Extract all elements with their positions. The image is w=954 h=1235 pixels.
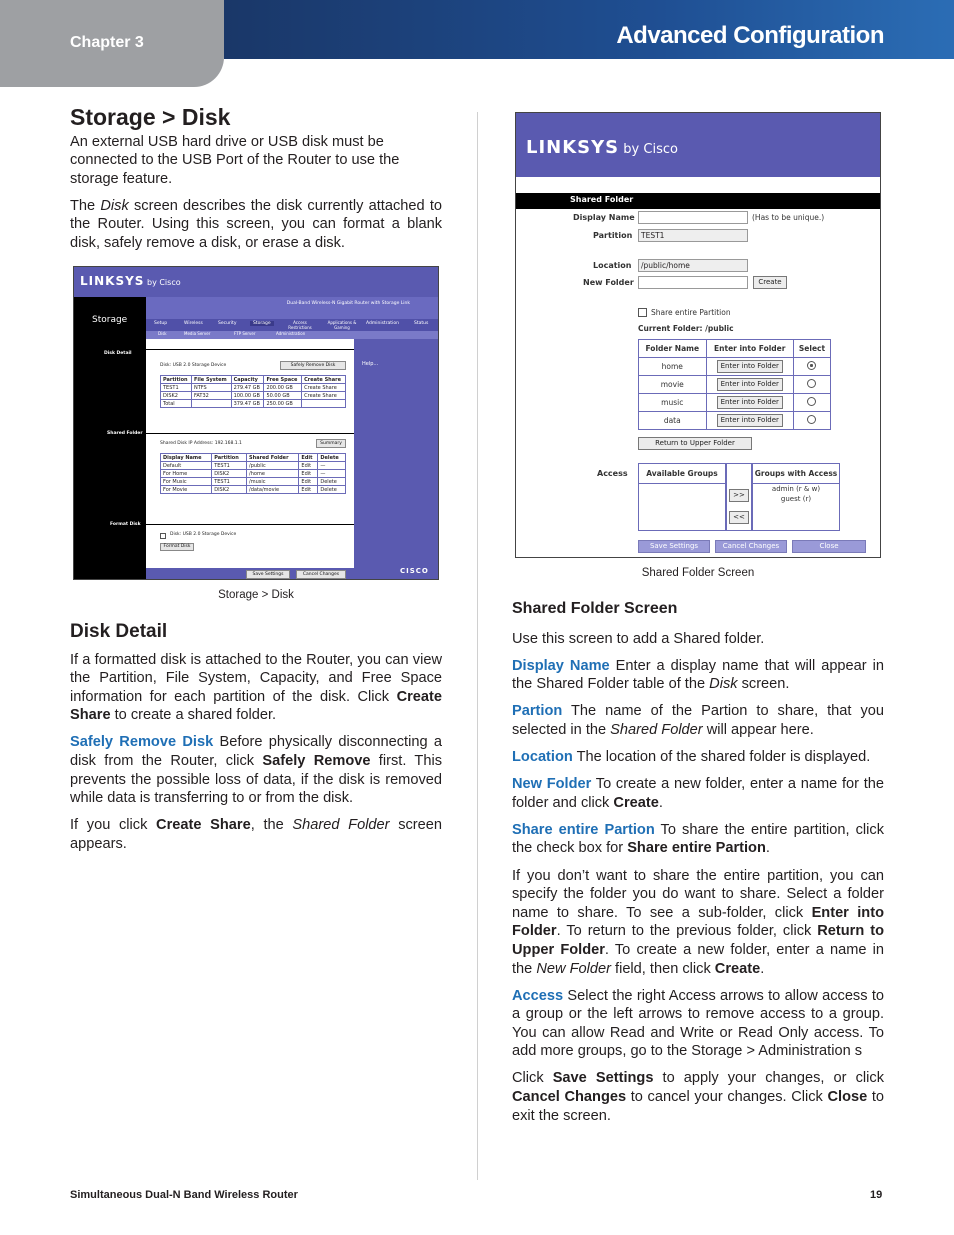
footer-product: Simultaneous Dual-N Band Wireless Router: [70, 1189, 298, 1201]
table-row: Total 379.47 GB 250.00 GB: [161, 400, 346, 408]
section-label: Shared Folder: [570, 195, 634, 204]
disk-detail-title: Disk Detail: [70, 621, 168, 642]
left-nav-black: [74, 297, 146, 580]
help-panel: [354, 339, 439, 580]
available-groups-list[interactable]: [638, 463, 726, 531]
select-radio[interactable]: [807, 397, 816, 406]
partition-field: TEST1: [638, 229, 748, 242]
new-folder-paragraph: New Folder To create a new folder, enter a name for the folder and click Create.: [512, 776, 885, 811]
location-field: /public/home: [638, 259, 748, 272]
save-close-paragraph: Click Save Settings to apply your changes, or click Cancel Changes to cancel your changes. Click Close to exit the screen.: [512, 1070, 885, 1124]
right-column: [512, 600, 884, 1134]
access-label: Access: [597, 469, 628, 478]
shared-folder-title: Shared Folder Screen: [512, 600, 678, 617]
intro-paragraph-2: The Disk screen describes the disk currently attached to the Router. Using this screen, you can format a blank disk, safely remove a disk, or erase a disk.: [70, 197, 442, 252]
create-share-button[interactable]: Create Share: [302, 392, 346, 400]
action-bar: [146, 568, 354, 580]
shared-disk-ip: Shared Disk IP Address: 192.168.1.1: [160, 441, 242, 446]
create-button[interactable]: Create: [753, 276, 787, 289]
disk-detail-section: [70, 623, 442, 862]
left-column: [70, 104, 442, 261]
table-row: For Music TEST1 /music Edit Delete: [161, 478, 346, 486]
side-disk-detail: Disk Detail: [104, 351, 132, 356]
groups-with-access-list[interactable]: [752, 463, 840, 531]
main-tabs: [146, 319, 439, 331]
enter-folder-button[interactable]: Enter into Folder: [717, 414, 783, 427]
side-shared-folder: Shared Folder: [107, 431, 143, 436]
disk-detail-paragraph-3: If you click Create Share, the Shared Folder screen appears.: [70, 817, 443, 852]
new-folder-input[interactable]: [638, 276, 748, 289]
subtab-admin[interactable]: Administration: [276, 331, 306, 336]
figure-caption-1: Storage > Disk: [218, 589, 294, 601]
select-radio[interactable]: [807, 379, 816, 388]
subtab-disk[interactable]: Disk: [158, 331, 167, 336]
format-disk-button[interactable]: Format Disk: [160, 543, 194, 551]
edit-button[interactable]: Edit: [299, 478, 318, 486]
display-name-hint: (Has to be unique.): [752, 213, 825, 222]
sub-tabs: [146, 331, 439, 339]
disk-detail-paragraph-1: If a formatted disk is attached to the Router, you can view the Partition, File System, Capacity, and Free Space information for each partition of the disk. Click Create Share to create a shared folder.: [70, 651, 442, 724]
subtab-media[interactable]: Media Server: [184, 331, 211, 336]
tab-admin[interactable]: Administration: [366, 321, 399, 326]
table-row: Default TEST1 /public Edit —: [161, 462, 346, 470]
add-access-arrow[interactable]: >>: [729, 489, 749, 502]
subtab-ftp[interactable]: FTP Server: [234, 331, 256, 336]
cisco-logo: CISCO: [400, 567, 429, 575]
partition-label: Partition: [593, 231, 633, 240]
tab-storage[interactable]: Storage: [250, 321, 274, 326]
summary-button[interactable]: Summary: [316, 439, 346, 448]
table-row: For Movie DISK2 /data/movie Edit Delete: [161, 486, 346, 494]
delete-button[interactable]: Delete: [318, 478, 346, 486]
share-entire-checkbox[interactable]: [638, 308, 647, 317]
shared-intro: Use this screen to add a Shared folder.: [512, 630, 765, 647]
location-label: Location: [593, 261, 632, 270]
storage-disk-screenshot: [73, 266, 439, 580]
column-divider: [477, 112, 478, 1180]
storage-section-label: Storage: [92, 315, 128, 325]
page-title: Advanced Configuration: [616, 22, 884, 49]
help-link[interactable]: Help...: [362, 361, 379, 367]
select-radio[interactable]: [807, 361, 816, 370]
section-bar: [516, 193, 881, 209]
group-entry[interactable]: admin (r & w): [771, 485, 821, 493]
enter-folder-button[interactable]: Enter into Folder: [717, 396, 783, 409]
share-partion-paragraph: Share entire Partion To share the entire partition, click the check box for Share entire Partion.: [512, 821, 884, 857]
edit-button[interactable]: Edit: [299, 470, 318, 478]
table-row: movie Enter into Folder: [639, 376, 831, 394]
group-entry[interactable]: guest (r): [780, 495, 812, 503]
chapter-tab: [0, 0, 224, 87]
tab-wireless[interactable]: Wireless: [184, 321, 203, 326]
linksys-logo: LINKSYS by Cisco: [526, 137, 678, 158]
table-row: DISK2 FAT32 100.00 GB 50.00 GB Create Share: [161, 392, 346, 400]
table-row: data Enter into Folder: [639, 412, 831, 430]
enter-folder-button[interactable]: Enter into Folder: [717, 360, 783, 373]
chapter-label: Chapter 3: [70, 34, 144, 51]
format-device: Disk: USB 2.0 Storage Device: [170, 532, 237, 537]
remove-access-arrow[interactable]: <<: [729, 511, 749, 524]
format-checkbox[interactable]: [160, 533, 166, 539]
groups-with-access-header: Groups with Access: [753, 464, 839, 484]
specify-folder-paragraph: If you don’t want to share the entire partition, you can specify the folder you do want to share. Select a folder name to share. To see a sub-folder, click Enter into Folder. To return to the previous folder, click Return to Upper Folder. To create a new folder, enter a name in the New Folder field, then click Create.: [512, 867, 884, 977]
edit-button[interactable]: Edit: [299, 462, 318, 470]
close-button[interactable]: Close: [792, 540, 866, 553]
product-bar: Dual-Band Wireless-N Gigabit Router with Storage Link: [146, 297, 439, 319]
save-settings-button[interactable]: Save Settings: [638, 540, 710, 553]
figure-caption-2: Shared Folder Screen: [641, 567, 755, 579]
table-row: TEST1 NTFS 279.47 GB 200.00 GB Create Share: [161, 384, 346, 392]
intro-paragraph-1: An external USB hard drive or USB disk must be connected to the USB Port of the Router to use the storage feature.: [70, 133, 400, 187]
display-name-paragraph: Display Name Enter a display name that will appear in the Shared Folder table of the Disk screen.: [512, 657, 885, 693]
display-name-label: Display Name: [573, 213, 635, 222]
tab-apps[interactable]: Applications & Gaming: [327, 320, 357, 330]
current-folder: Current Folder: /public: [638, 324, 734, 333]
create-share-button[interactable]: Create Share: [302, 384, 346, 392]
header-bar: [224, 0, 954, 59]
share-entire-label: Share entire Partition: [651, 308, 731, 317]
table-row: home Enter into Folder: [639, 358, 831, 376]
table-row: For Home DISK2 /home Edit —: [161, 470, 346, 478]
save-settings-button[interactable]: Save Settings: [246, 570, 290, 579]
tab-setup[interactable]: Setup: [154, 321, 168, 326]
safely-remove-button[interactable]: Safely Remove Disk: [280, 361, 346, 370]
linksys-header: [516, 113, 881, 177]
section-title: Storage > Disk: [70, 104, 231, 130]
cancel-changes-button[interactable]: Cancel Changes: [296, 570, 346, 579]
disk-table: Partition File System Capacity Free Space Create Share TEST1 NTFS 279.47 GB 200.00 GB Create Share DISK2 FAT32 100.00 GB 50.00 GB Create Share Total 379.47 GB 250.00 GB: [160, 375, 346, 408]
edit-button[interactable]: Edit: [299, 486, 318, 494]
table-row: music Enter into Folder: [639, 394, 831, 412]
page-number: 19: [870, 1189, 883, 1201]
disk-device: Disk: USB 2.0 Storage Device: [160, 363, 227, 368]
available-groups-header: Available Groups: [639, 464, 725, 484]
shared-folder-screenshot: [515, 112, 881, 558]
location-paragraph: Location The location of the shared folder is displayed.: [512, 749, 871, 766]
delete-button[interactable]: Delete: [318, 486, 346, 494]
folder-table: Folder Name Enter into Folder Select home Enter into Folder movie Enter into Folder music Enter into Folder data Enter into Folder: [638, 339, 831, 430]
access-paragraph: Access Select the right Access arrows to allow access to a group or the left arrows to remove access to a group. You can allow Read and Write or Read Only access. To add more groups, go to the Storage > Administration s: [512, 987, 884, 1060]
side-format-disk: Format Disk: [110, 522, 141, 527]
partion-paragraph: Partion The name of the Partion to share, that you selected in the Shared Folder will appear here.: [512, 703, 884, 738]
linksys-logo: LINKSYS by Cisco: [80, 274, 181, 288]
return-upper-folder-button[interactable]: Return to Upper Folder: [638, 437, 752, 450]
linksys-header: [74, 267, 439, 297]
share-table: Display Name Partition Shared Folder Edit Delete Default TEST1 /public Edit — For Home DISK2 /home Edit — For Music TEST1 /music Edit Delete For Movie DISK2 /data/movie Edit Delete: [160, 453, 346, 494]
select-radio[interactable]: [807, 415, 816, 424]
display-name-input[interactable]: [638, 211, 748, 224]
tab-status[interactable]: Status: [414, 321, 429, 326]
disk-detail-paragraph-2: Safely Remove Disk Before physically disconnecting a disk from the Router, click Safely Remove first. This prevents the possible loss of data, if the disk is removed while data is transferring to or from the disk.: [70, 734, 443, 807]
tab-access[interactable]: Access Restrictions: [288, 320, 312, 330]
new-folder-label: New Folder: [583, 278, 634, 287]
cancel-changes-button[interactable]: Cancel Changes: [715, 540, 787, 553]
tab-security[interactable]: Security: [218, 321, 237, 326]
enter-folder-button[interactable]: Enter into Folder: [717, 378, 783, 391]
